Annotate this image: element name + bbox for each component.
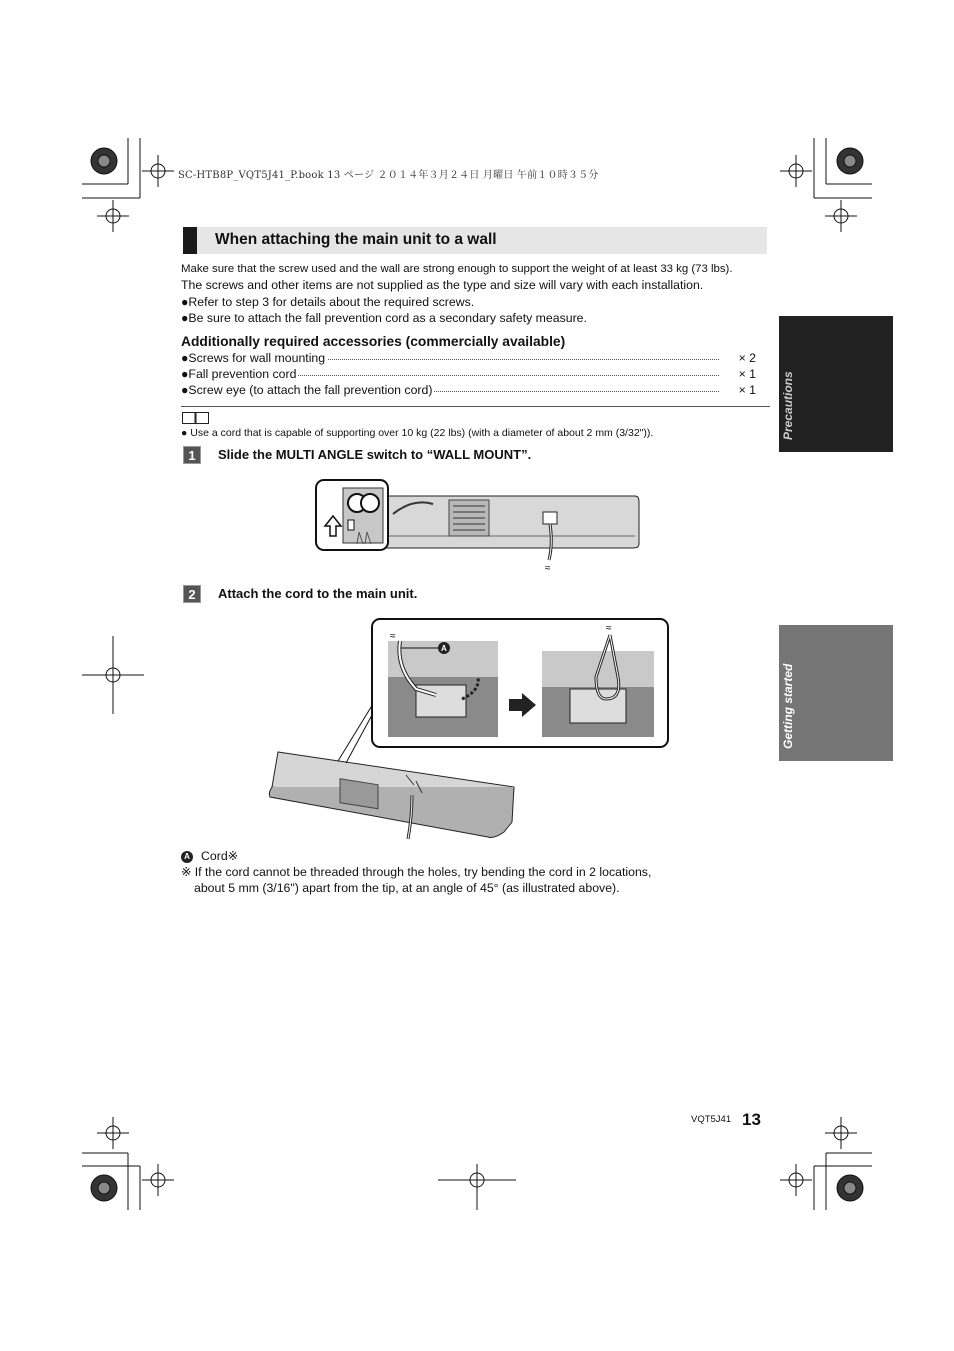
legend-cord-label: Cord※ (201, 849, 238, 863)
tab-getting-started[interactable] (779, 625, 893, 761)
footnote-line-1: ※ If the cord cannot be threaded through the holes, try bending the cord in 2 locations, (181, 865, 652, 879)
cord-legend (181, 849, 238, 863)
footnote-line-2: about 5 mm (3/16") apart from the tip, at an angle of 45° (as illustrated above). (194, 881, 620, 896)
switch-illustration (313, 478, 643, 572)
cord-attachment-illustration (266, 617, 670, 843)
svg-text:≈: ≈ (390, 631, 396, 642)
divider (181, 406, 770, 407)
step-1-text: Slide the MULTI ANGLE switch to “WALL MOUNT”. (218, 447, 532, 462)
page-number: 13 (742, 1110, 761, 1129)
footnote (181, 864, 701, 897)
section-heading-bar (183, 227, 767, 254)
file-header: SC-HTB8P_VQT5J41_P.book 13 ページ ２０１４年３月２４日 月曜日 午前１０時３５分 (178, 170, 599, 181)
step-2-badge: 2 (183, 585, 201, 603)
accessory-label: ●Screws for wall mounting (181, 351, 326, 365)
section-title: When attaching the main unit to a wall (215, 231, 497, 248)
accessory-qty: × 1 (738, 383, 756, 397)
intro-line-weight: Make sure that the screw used and the wall are strong enough to support the weight of at least 33 kg (73 lbs). (181, 263, 733, 275)
svg-text:A: A (441, 644, 447, 653)
tab-precautions-label: Precautions (781, 371, 795, 440)
svg-text:≈: ≈ (606, 623, 612, 634)
step-1-badge: 1 (183, 446, 201, 464)
accessory-row (181, 367, 756, 383)
legend-badge: A (181, 851, 193, 863)
intro-line-supply: The screws and other items are not supplied as the type and size will vary with each installation. (181, 278, 704, 293)
accessory-qty: × 2 (738, 351, 756, 365)
accessory-label: ●Fall prevention cord (181, 367, 297, 381)
intro-text (181, 261, 781, 326)
document-code: VQT5J41 (691, 1114, 732, 1125)
section-marker (183, 227, 197, 254)
note-text: ● Use a cord that is capable of supporting over 10 kg (22 lbs) (with a diameter of about 2 mm (3/32")). (181, 427, 654, 439)
accessory-row (181, 383, 756, 399)
intro-bullet-screws: ●Refer to step 3 for details about the required screws. (181, 294, 475, 309)
accessory-label: ●Screw eye (to attach the fall prevention cord) (181, 383, 433, 397)
tab-precautions[interactable] (779, 316, 893, 452)
step-2-text: Attach the cord to the main unit. (218, 586, 418, 601)
accessory-row (181, 351, 756, 367)
tab-getting-started-label: Getting started (781, 663, 795, 749)
accessory-qty: × 1 (738, 367, 756, 381)
book-note-icon (182, 412, 209, 424)
svg-text:≈: ≈ (545, 563, 551, 572)
accessories-heading: Additionally required accessories (commercially available) (181, 334, 566, 349)
intro-bullet-cord: ●Be sure to attach the fall prevention cord as a secondary safety measure. (181, 310, 587, 325)
